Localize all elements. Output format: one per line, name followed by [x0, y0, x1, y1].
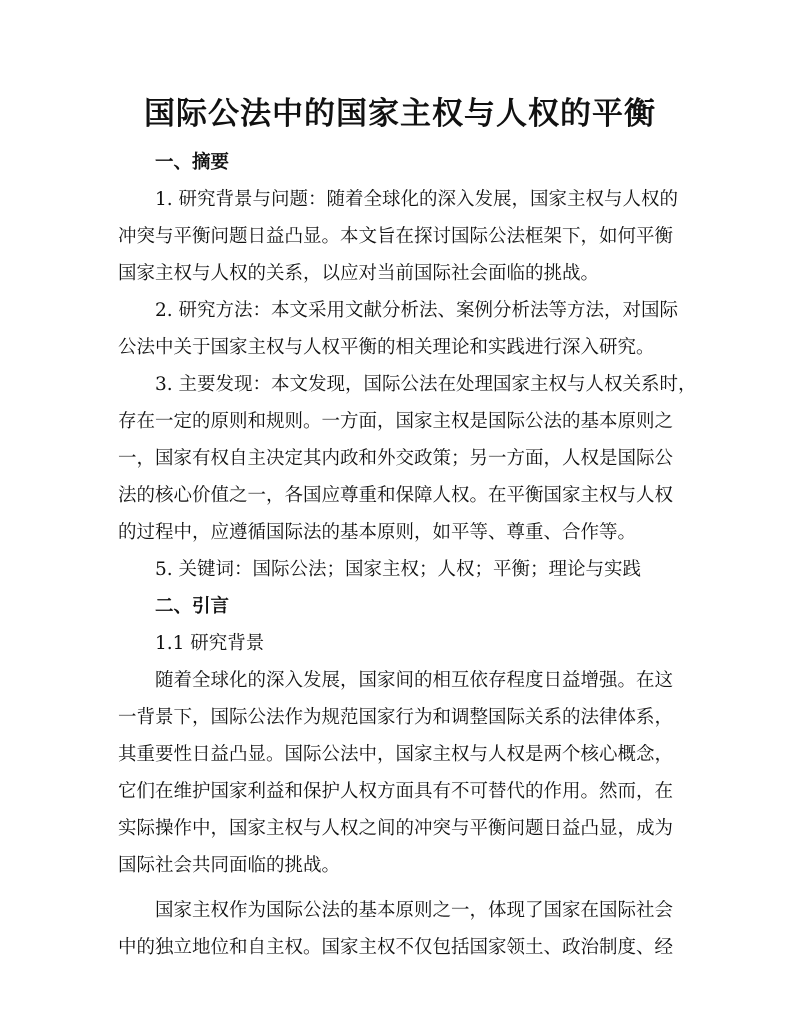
paragraph-line: 中的独立地位和自主权。国家主权不仅包括国家领土、政治制度、经: [118, 937, 674, 958]
paragraph-line: 2. 研究方法：本文采用文献分析法、案例分析法等方法，对国际: [155, 300, 679, 321]
document-title: 国际公法中的国家主权与人权的平衡: [144, 96, 656, 132]
paragraph-line: 其重要性日益凸显。国际公法中，国家主权与人权是两个核心概念，: [118, 744, 674, 765]
paragraph-line: 它们在维护国家利益和保护人权方面具有不可替代的作用。然而，在: [118, 781, 674, 802]
paragraph-line: 国家主权与人权的关系，以应对当前国际社会面临的挑战。: [118, 263, 600, 284]
paragraph-line: 3. 主要发现：本文发现，国际公法在处理国家主权与人权关系时，: [155, 374, 697, 395]
paragraph-line: 1. 研究背景与问题：随着全球化的深入发展，国家主权与人权的: [155, 189, 679, 210]
paragraph-line: 国家主权作为国际公法的基本原则之一，体现了国家在国际社会: [155, 900, 674, 921]
paragraph-line: 公法中关于国家主权与人权平衡的相关理论和实践进行深入研究。: [118, 337, 655, 358]
paragraph-line: 国际社会共同面临的挑战。: [118, 855, 341, 876]
keywords-line: 5. 关键词：国际公法；国家主权；人权；平衡；理论与实践: [155, 559, 642, 580]
section-heading-abstract: 一、摘要: [155, 152, 230, 173]
paragraph-line: 一背景下，国际公法作为规范国家行为和调整国际关系的法律体系，: [118, 707, 674, 728]
subsection-heading: 1.1 研究背景: [155, 633, 265, 654]
paragraph-line: 冲突与平衡问题日益凸显。本文旨在探讨国际公法框架下，如何平衡: [118, 226, 674, 247]
paragraph-line: 随着全球化的深入发展，国家间的相互依存程度日益增强。在这: [155, 670, 674, 691]
paragraph-line: 的过程中，应遵循国际法的基本原则，如平等、尊重、合作等。: [118, 522, 637, 543]
paragraph-line: 实际操作中，国家主权与人权之间的冲突与平衡问题日益凸显，成为: [118, 818, 674, 839]
paragraph-line: 存在一定的原则和规则。一方面，国家主权是国际公法的基本原则之: [118, 411, 674, 432]
paragraph-line: 法的核心价值之一，各国应尊重和保障人权。在平衡国家主权与人权: [118, 485, 674, 506]
section-heading-introduction: 二、引言: [155, 596, 230, 617]
paragraph-line: 一，国家有权自主决定其内政和外交政策；另一方面，人权是国际公: [118, 448, 674, 469]
